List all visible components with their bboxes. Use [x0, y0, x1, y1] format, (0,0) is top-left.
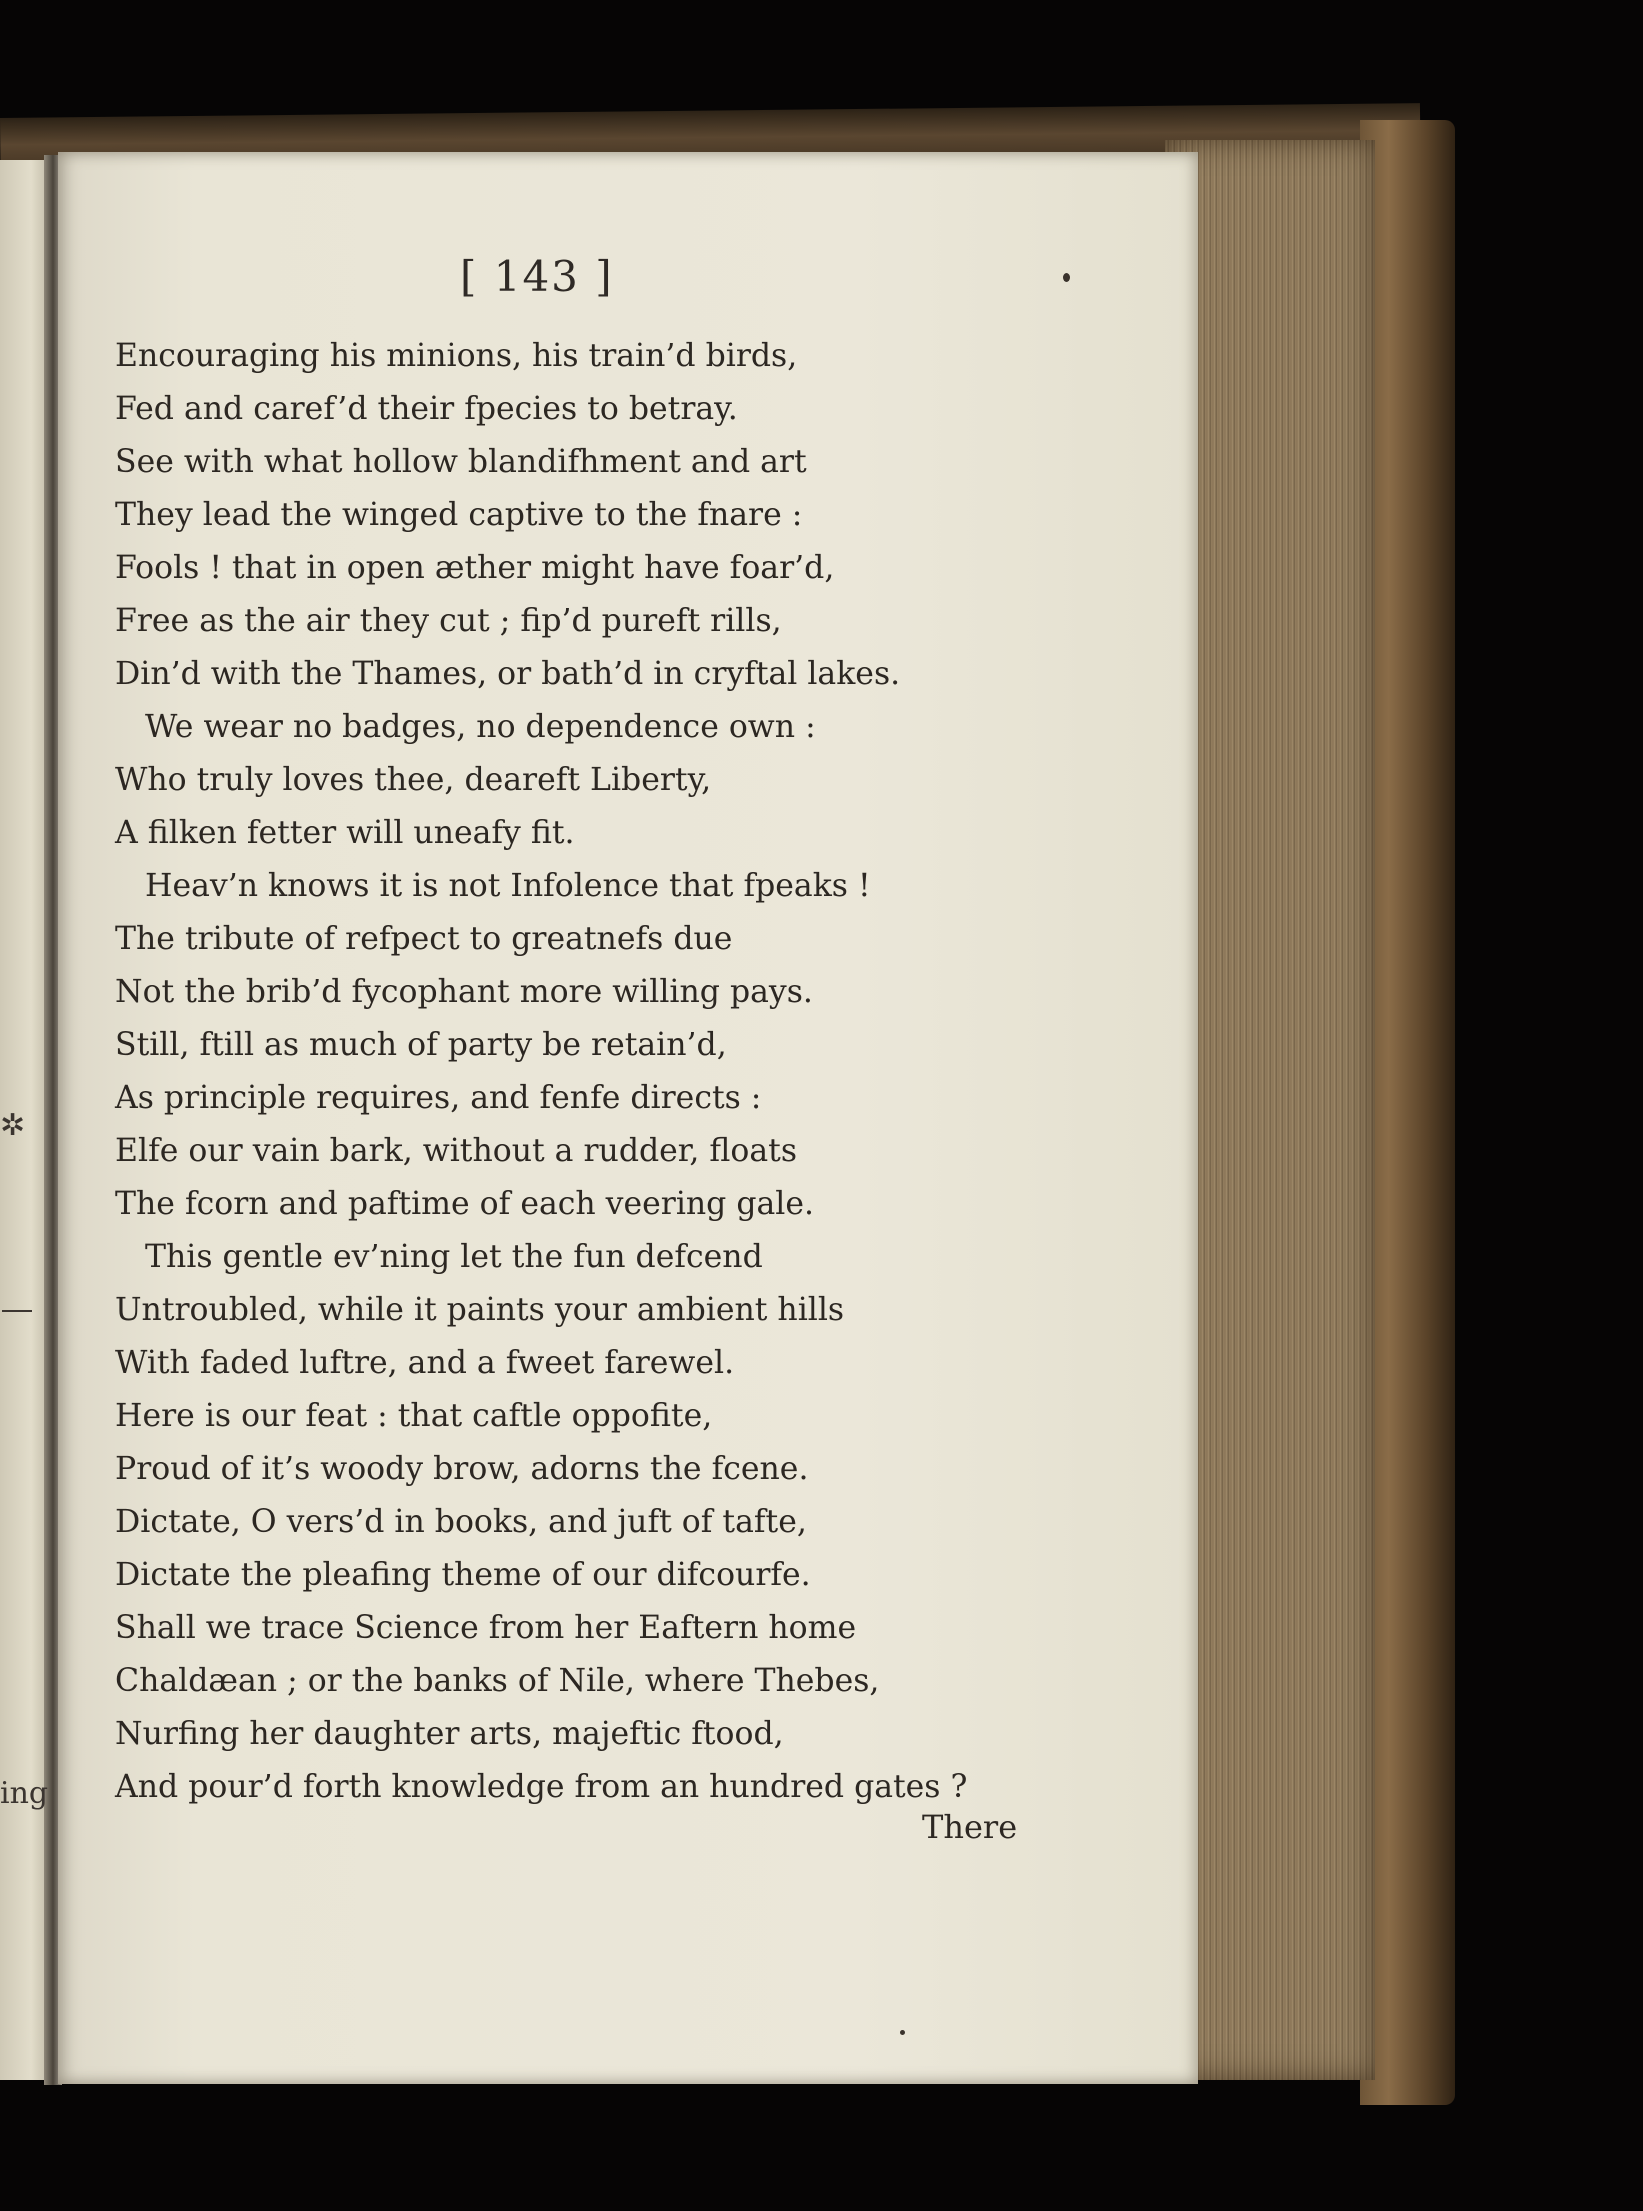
poem-line: Elfe our vain bark, without a rudder, floats [115, 1133, 797, 1169]
poem-line: Dictate the pleafing theme of our difcourfe. [115, 1557, 811, 1593]
poem-line: Fools ! that in open æther might have foar’d, [115, 550, 835, 586]
poem-line: This gentle ev’ning let the fun defcend [145, 1239, 763, 1275]
poem-line: See with what hollow blandifhment and art [115, 444, 807, 480]
poem-line: The tribute of refpect to greatnefs due [115, 921, 733, 957]
poem-line: We wear no badges, no dependence own : [145, 709, 816, 745]
page-number-header: [ 143 ] [460, 252, 614, 301]
poem-line: Din’d with the Thames, or bath’d in cryftal lakes. [115, 656, 901, 692]
facing-page-fragment: ing [0, 1776, 49, 1811]
poem-line: Not the brib’d fycophant more willing pays. [115, 974, 813, 1010]
poem-line: As principle requires, and fenfe directs : [115, 1080, 762, 1116]
poem-line: Still, ftill as much of party be retain’d, [115, 1027, 727, 1063]
poem-line: Free as the air they cut ; fip’d pureft rills, [115, 603, 782, 639]
facing-page-ornament: ✲ [0, 1108, 26, 1143]
poem-line: With faded luftre, and a fweet farewel. [115, 1345, 735, 1381]
poem-line: Chaldæan ; or the banks of Nile, where Thebes, [115, 1663, 880, 1699]
ink-speck [900, 2030, 905, 2035]
ink-speck [1063, 273, 1070, 282]
poem-text [115, 330, 1115, 1814]
poem-line: They lead the winged captive to the fnare : [115, 497, 803, 533]
poem-line: Shall we trace Science from her Eaftern home [115, 1610, 857, 1646]
poem-line: A filken fetter will uneafy fit. [115, 815, 575, 851]
poem-line: Encouraging his minions, his train’d birds, [115, 338, 798, 374]
poem-line: Proud of it’s woody brow, adorns the fcene. [115, 1451, 809, 1487]
poem-line: Nurfing her daughter arts, majeftic ftood, [115, 1716, 784, 1752]
poem-line: Fed and caref’d their fpecies to betray. [115, 391, 738, 427]
facing-page-dash [2, 1310, 32, 1312]
poem-line: Here is our feat : that caftle oppofite, [115, 1398, 713, 1434]
poem-line: Untroubled, while it paints your ambient hills [115, 1292, 845, 1328]
poem-line: Dictate, O vers’d in books, and juft of tafte, [115, 1504, 807, 1540]
poem-line: The fcorn and paftime of each veering gale. [115, 1186, 815, 1222]
catchword: There [922, 1808, 1018, 1846]
poem-line: And pour’d forth knowledge from an hundred gates ? [115, 1769, 968, 1805]
poem-line: Heav’n knows it is not Infolence that fpeaks ! [145, 868, 871, 904]
poem-line: Who truly loves thee, deareft Liberty, [115, 762, 712, 798]
